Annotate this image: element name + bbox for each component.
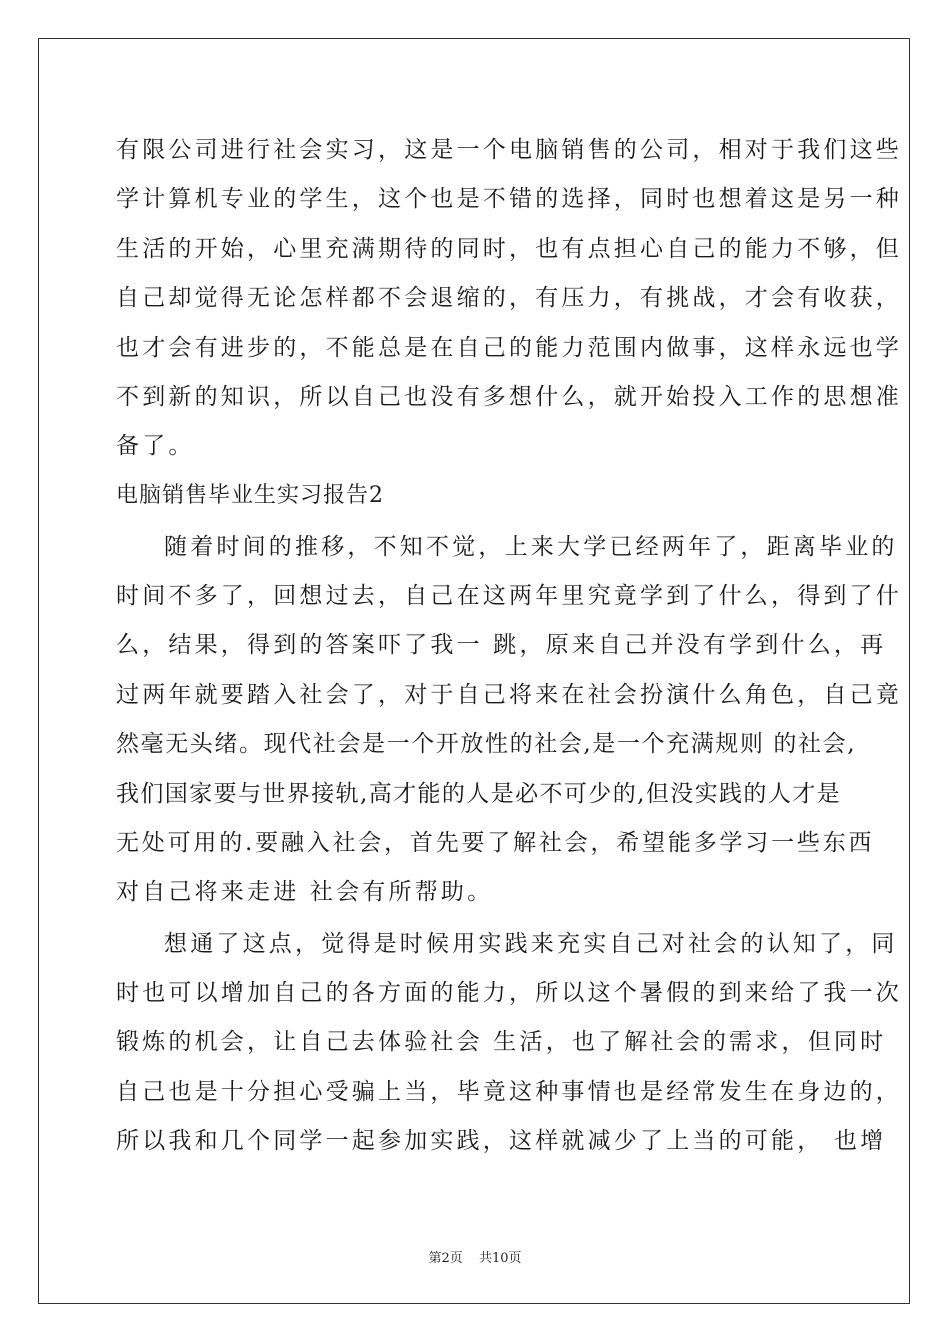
body-line: 时也可以增加自己的各方面的能力，所以这个暑假的到来给了我一次 [116,980,902,1006]
body-line: 自己却觉得无论怎样都不会退缩的，有压力，有挑战，才会有收获， [116,285,902,311]
total-pages: 共10页 [478,1251,522,1266]
body-line: 想通了这点，觉得是时候用实践来充实自己对社会的认知了，同 [164,931,898,957]
page-number: 第2页 [428,1251,463,1266]
page-footer [0,1247,950,1266]
body-line: 然毫无头绪。现代社会是一个开放性的社会,是一个充满规则 的社会, [116,731,857,757]
page-border [38,38,910,1304]
body-line: 所以我和几个同学一起参加实践，这样就减少了上当的可能， 也增 [116,1128,887,1154]
body-line: 备了。 [116,433,195,459]
body-line: 也才会有进步的，不能总是在自己的能力范围内做事，这样永远也学 [116,335,902,361]
body-line: 锻炼的机会，让自己去体验社会 生活，也了解社会的需求，但同时 [116,1029,887,1055]
body-line: 时间不多了，回想过去，自己在这两年里究竟学到了什么，得到了什 [116,583,902,609]
body-line: 我们国家要与世界接轨,高才能的人是必不可少的,但没实践的人才是 [116,781,842,807]
body-line: 过两年就要踏入社会了，对于自己将来在社会扮演什么角色，自己竟 [116,682,902,708]
section-heading: 电脑销售毕业生实习报告2 [116,483,384,508]
body-line: 不到新的知识，所以自己也没有多想什么，就开始投入工作的思想准 [116,384,902,410]
body-line: 么，结果，得到的答案吓了我一 跳，原来自己并没有学到什么，再 [116,632,887,658]
body-line: 有限公司进行社会实习，这是一个电脑销售的公司，相对于我们这些 [116,137,902,163]
body-line: 自己也是十分担心受骗上当，毕竟这种事情也是经常发生在身边的， [116,1079,902,1105]
body-line: 随着时间的推移，不知不觉，上来大学已经两年了，距离毕业的 [164,534,898,560]
body-line: 生活的开始，心里充满期待的同时，也有点担心自己的能力不够，但 [116,236,902,262]
body-line: 对自己将来走进 社会有所帮助。 [116,879,494,905]
body-line: 学计算机专业的学生，这个也是不错的选择，同时也想着这是另一种 [116,186,902,212]
body-line: 无处可用的.要融入社会，首先要了解社会，希望能多学习一些东西 [116,830,875,856]
